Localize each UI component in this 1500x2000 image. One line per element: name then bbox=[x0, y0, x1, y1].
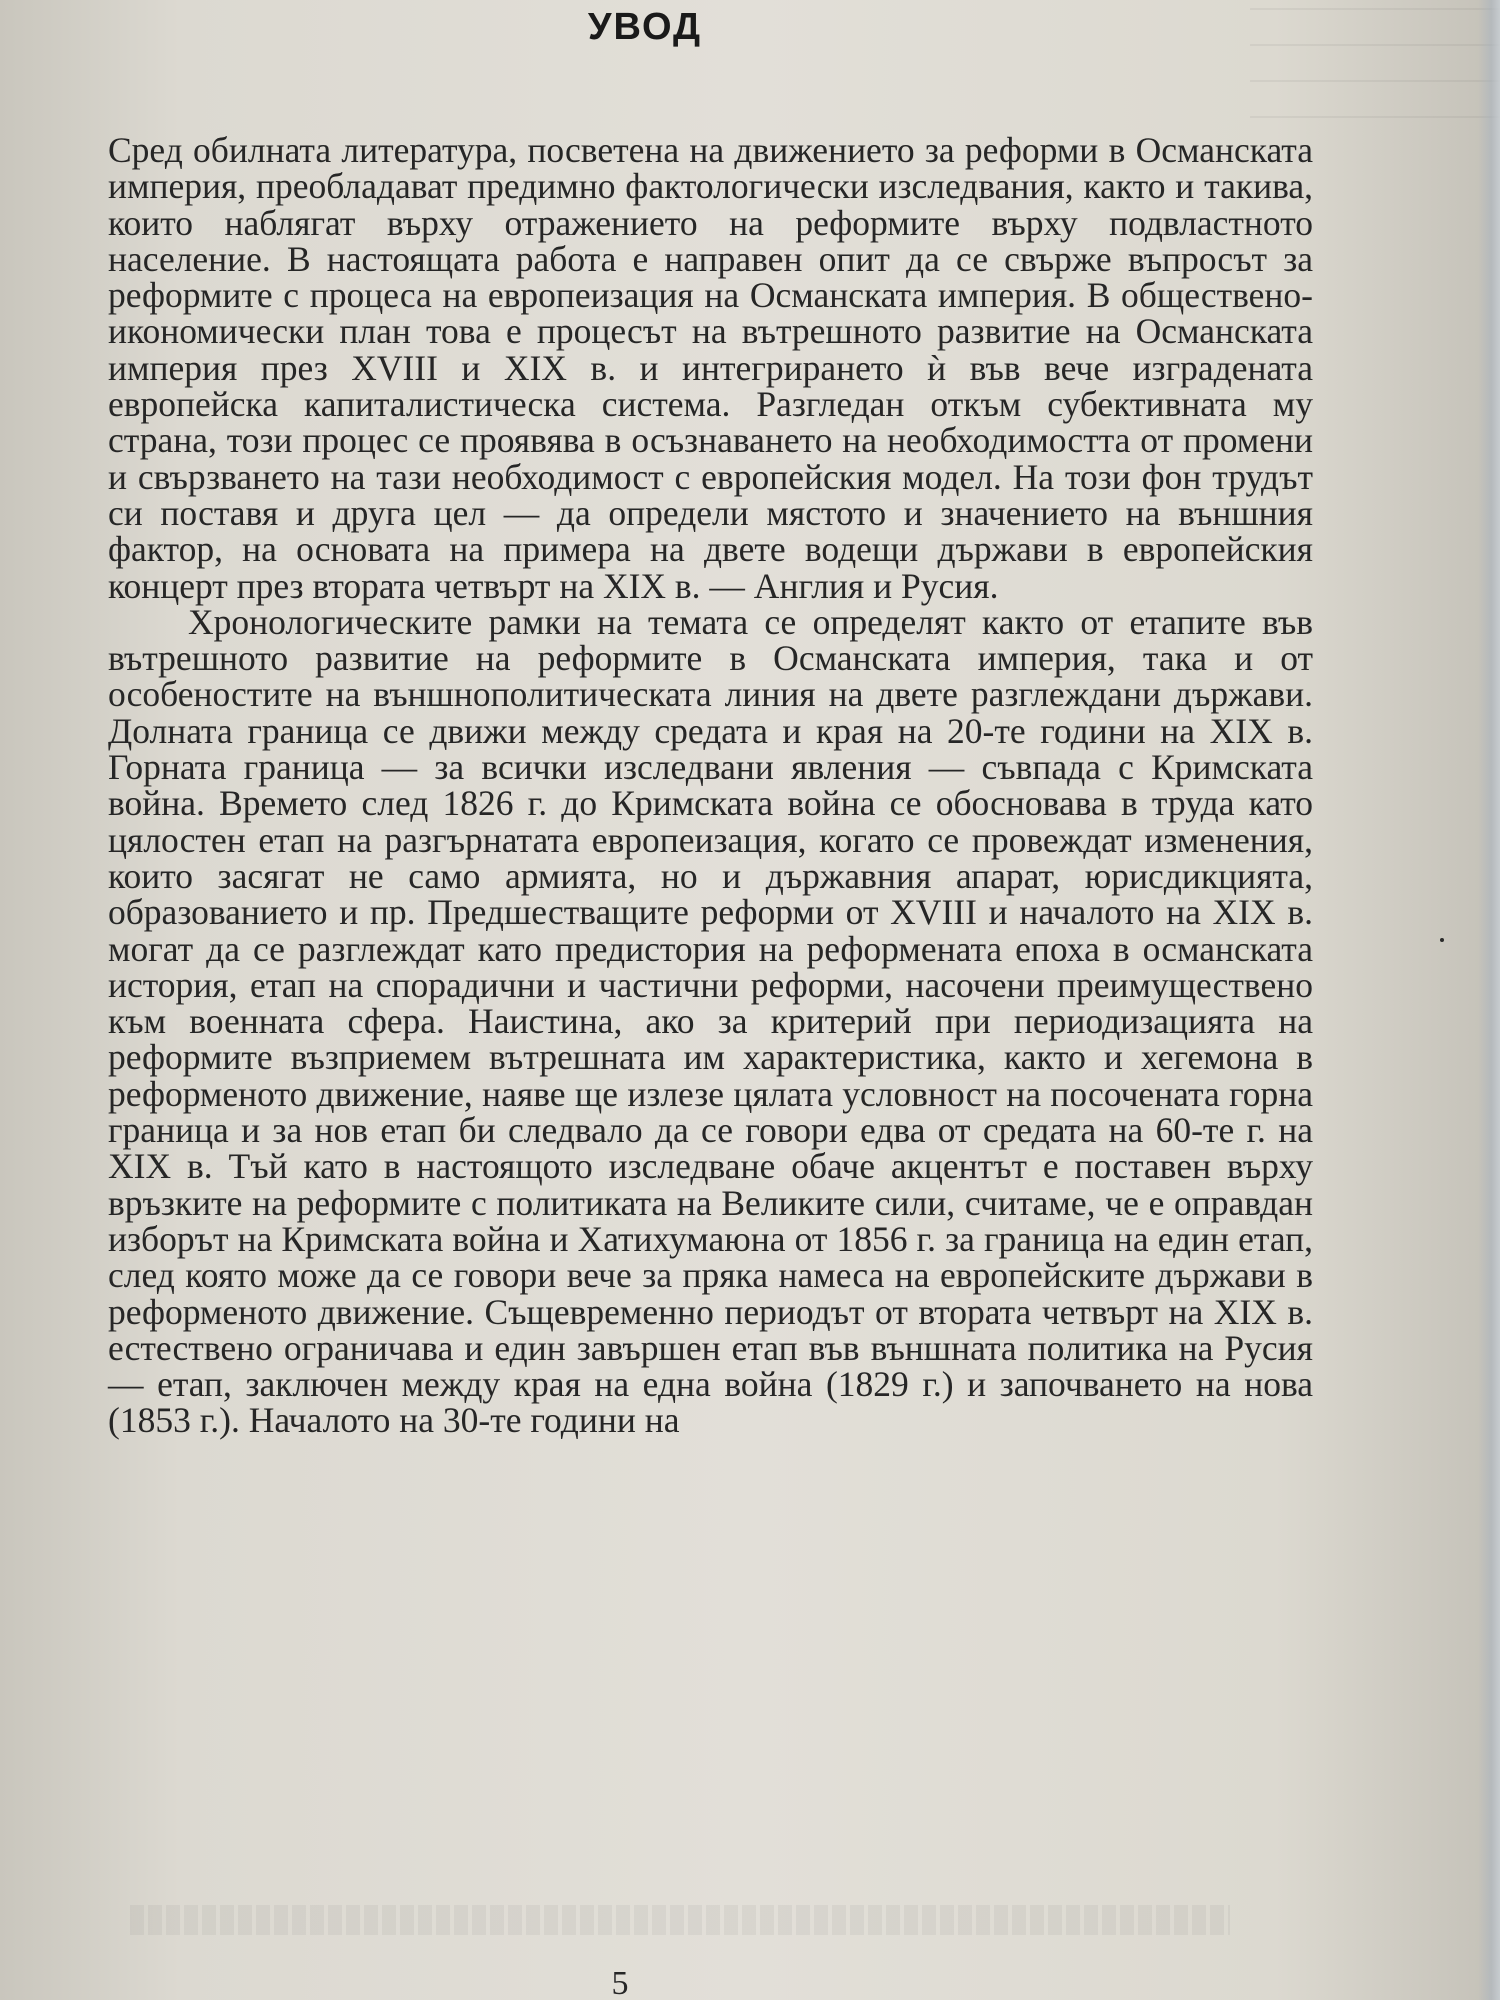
chapter-title: УВОД bbox=[587, 6, 703, 48]
paragraph-1: Сред обилната литература, посветена на движението за реформи в Османската империя, преобладават предимно фактологически изследвания, както и такива, които наблягат върху отражението на реформите върху подвластното население. В настоящата работа е направен опит да се свърже въпросът за реформите с процеса на европеизация на Османската империя. В обществено-икономически план това е процесът на вътрешното развитие на Османската империя през XVIII и XIX в. и интегрирането ѝ във вече изградената европейска капиталистическа система. Разгледан откъм субективната му страна, този процес се проявява в осъзнаването на необходимостта от промени и свързването на тази необходимост с европейския модел. На този фон трудът си поставя и друга цел — да определи мястото и значението на външния фактор, на основата на примера на двете водещи държави в европейския концерт през втората четвърт на XIX в. — Англия и Русия. bbox=[108, 130, 1313, 606]
bleed-through-text-bottom bbox=[130, 1905, 1230, 1935]
speck-mark bbox=[1440, 938, 1444, 942]
body-text bbox=[108, 132, 1313, 1439]
page-number: 5 bbox=[611, 1965, 629, 2000]
page-edge-shadow bbox=[1478, 0, 1500, 2000]
paragraph-2: Хронологическите рамки на темата се определят както от етапите във вътрешното развитие на реформите в Османската империя, така и от особеностите на външнополитическата линия на двете разглеждани държави. Долната граница се движи между средата и края на 20-те години на XIX в. Горната граница — за всички изследвани явления — съвпада с Кримската война. Времето след 1826 г. до Кримската война се обосновава в труда като цялостен етап на разгърнатата европеизация, когато се провеждат изменения, които засягат не само армията, но и държавния апарат, юрисдикцията, образованието и пр. Предшестващите реформи от XVIII и началото на XIX в. могат да се разглеждат като предистория на реформената епоха в османската история, етап на спорадични и частични реформи, насочени преимуществено към военната сфера. Наистина, ако за критерий при периодизацията на реформите възприемем вътрешната им характеристика, както и хегемона в реформеното движение, наяве ще излезе цялата условност на посочената горна граница и за нов етап би следвало да се говори едва от средата на 60-те г. на XIX в. Тъй като в настоящото изследване обаче акцентът е поставен върху връзките на реформите с политиката на Великите сили, считаме, че е оправдан изборът на Кримската война и Хатихумаюна от 1856 г. за граница на един етап, след която може да се говори вече за пряка намеса на европейските държави в реформеното движение. Същевременно периодът от втората четвърт на XIX в. естествено ограничава и един завършен етап във външната политика на Русия — етап, заключен между края на една война (1829 г.) и започването на нова (1853 г.). Началото на 30-те години на bbox=[108, 601, 1313, 1441]
